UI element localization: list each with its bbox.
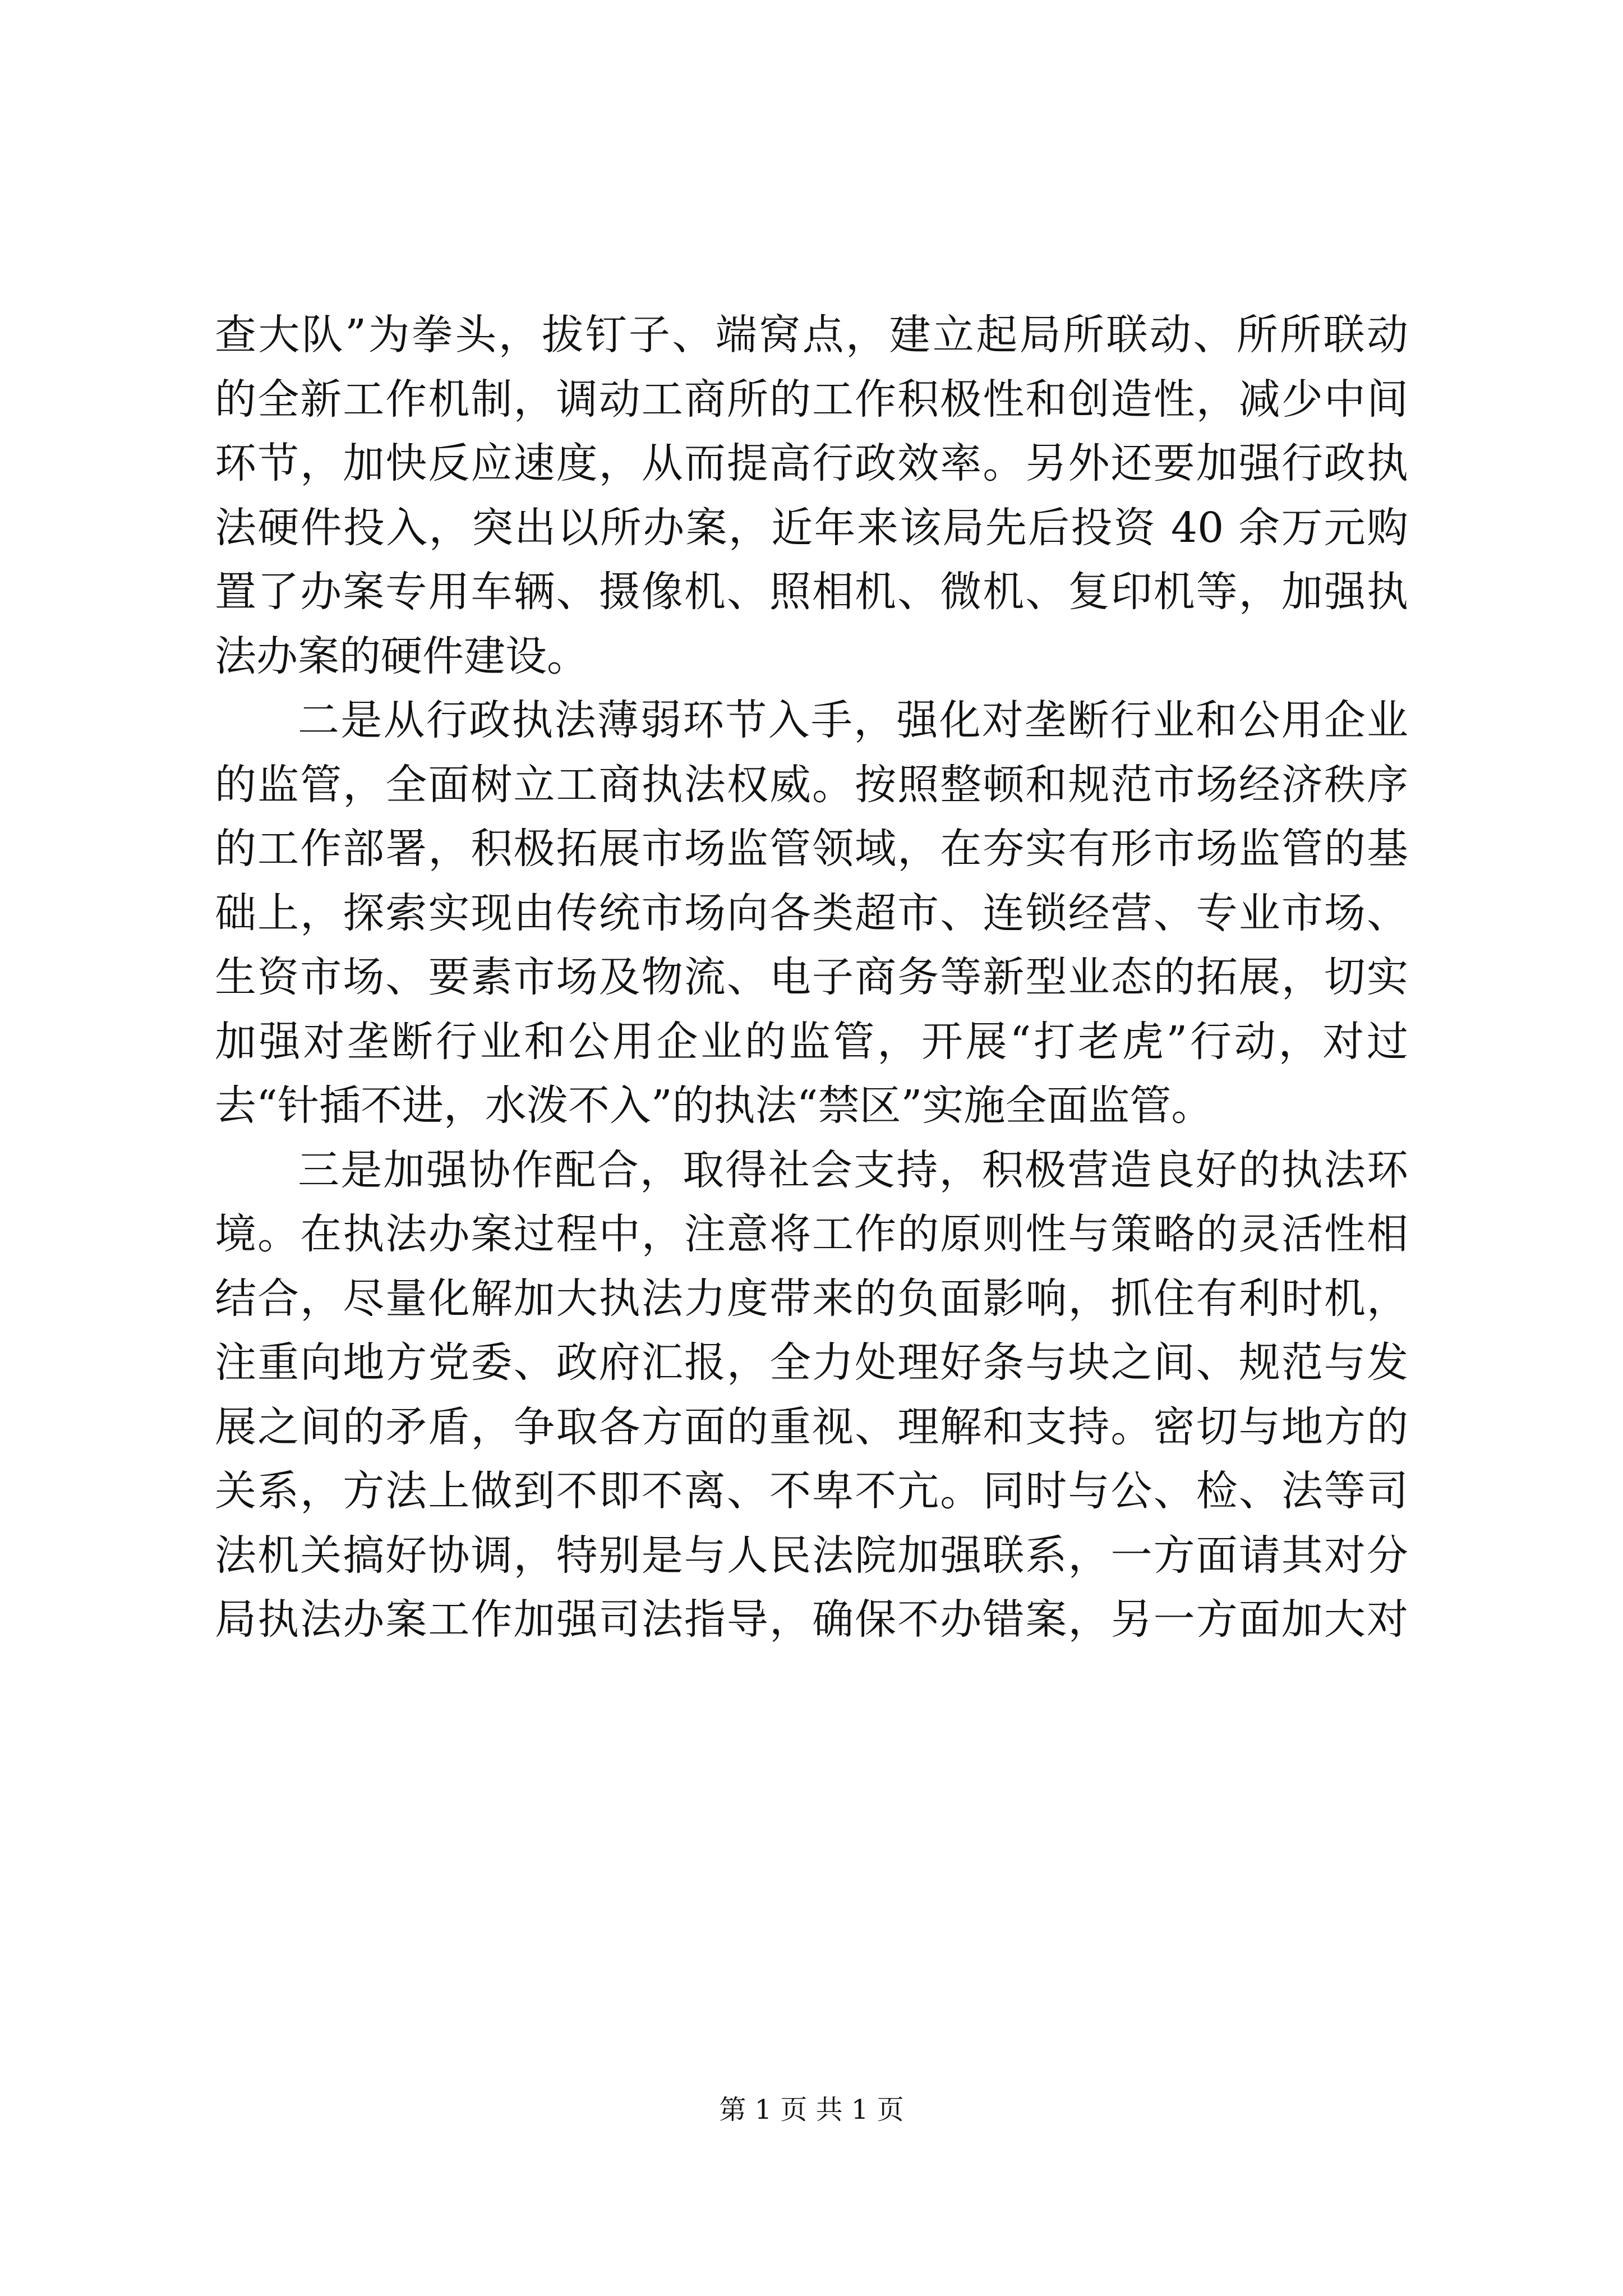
text-line: 三是加强协作配合，取得社会支持，积极营造良好的执法环 <box>298 1145 1408 1194</box>
text-line: 环节，加快反应速度，从而提高行政效率。另外还要加强行政执 <box>215 439 1408 487</box>
text-line: 生资市场、要素市场及物流、电子商务等新型业态的拓展，切实 <box>215 953 1408 1001</box>
text-line: 境。在执法办案过程中，注意将工作的原则性与策略的灵活性相 <box>215 1210 1408 1258</box>
text-line: 去“针插不进，水泼不入”的执法“禁区”实施全面监管。 <box>215 1082 1213 1130</box>
text-line: 法硬件投入，突出以所办案，近年来该局先后投资 40 余万元购 <box>215 503 1408 552</box>
paragraph-2 <box>215 688 1408 1138</box>
text-line: 的工作部署，积极拓展市场监管领域，在夯实有形市场监管的基 <box>215 825 1408 873</box>
page-footer <box>0 2088 1623 2127</box>
text-line: 法办案的硬件建设。 <box>215 632 588 680</box>
paragraph-1 <box>215 303 1408 688</box>
text-line: 关系，方法上做到不即不离、不卑不亢。同时与公、检、法等司 <box>215 1467 1408 1515</box>
text-line: 的监管，全面树立工商执法权威。按照整顿和规范市场经济秩序 <box>215 760 1408 809</box>
text-line: 查大队”为拳头，拔钉子、端窝点，建立起局所联动、所所联动 <box>215 311 1408 359</box>
text-line: 局执法办案工作加强司法指导，确保不办错案，另一方面加大对 <box>215 1595 1408 1644</box>
body-text <box>215 303 1408 1652</box>
text-line: 展之间的矛盾，争取各方面的重视、理解和支持。密切与地方的 <box>215 1402 1408 1451</box>
text-line: 结合，尽量化解加大执法力度带来的负面影响，抓住有利时机， <box>215 1274 1408 1323</box>
text-line: 注重向地方党委、政府汇报，全力处理好条与块之间、规范与发 <box>215 1338 1408 1387</box>
text-line: 二是从行政执法薄弱环节入手，强化对垄断行业和公用企业 <box>298 696 1408 744</box>
text-line: 法机关搞好协调，特别是与人民法院加强联系，一方面请其对分 <box>215 1531 1408 1580</box>
page-number: 第 1 页 共 1 页 <box>719 2094 904 2125</box>
text-line: 置了办案专用车辆、摄像机、照相机、微机、复印机等，加强执 <box>215 568 1408 616</box>
text-line: 的全新工作机制，调动工商所的工作积极性和创造性，减少中间 <box>215 375 1408 424</box>
text-line: 础上，探索实现由传统市场向各类超市、连锁经营、专业市场、 <box>215 889 1408 937</box>
text-line: 加强对垄断行业和公用企业的监管，开展“打老虎”行动，对过 <box>215 1017 1408 1066</box>
paragraph-3 <box>215 1138 1408 1652</box>
